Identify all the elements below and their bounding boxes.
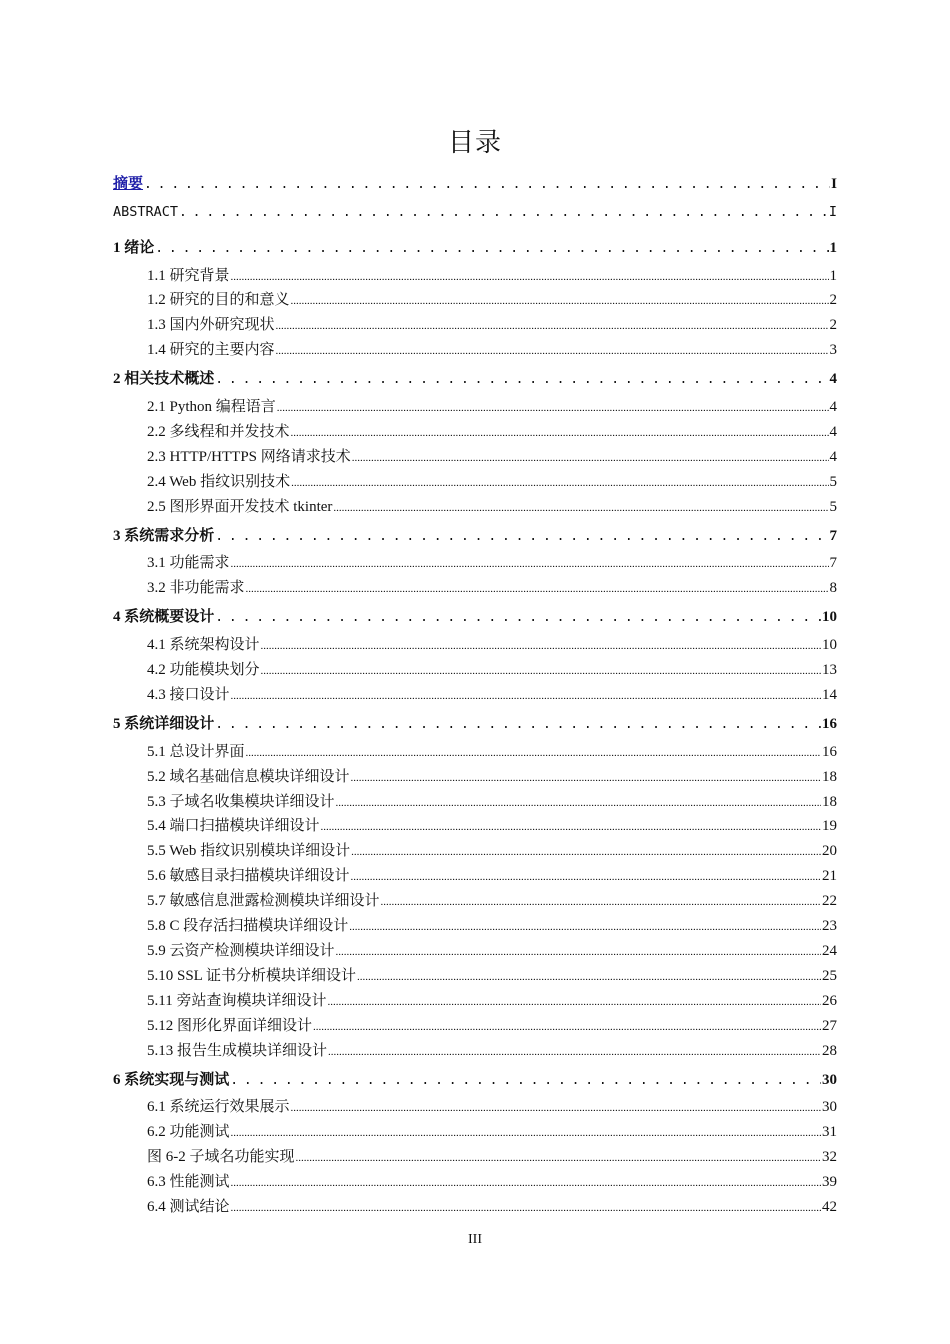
toc-page-number: 13	[822, 662, 837, 678]
toc-section-entry[interactable]	[147, 1170, 837, 1191]
page-title: 目录	[447, 128, 502, 158]
toc-dot-leader	[336, 943, 821, 960]
toc-page-number: 32	[822, 1149, 837, 1165]
toc-section-entry[interactable]	[147, 814, 837, 835]
toc-entry-label: 4.3 接口设计	[147, 687, 230, 703]
toc-page-number: 18	[822, 794, 837, 810]
toc-chapter-entry[interactable]	[113, 367, 837, 388]
toc-section-entry[interactable]	[147, 420, 837, 441]
toc-dot-leader	[277, 399, 829, 416]
toc-dot-leader	[215, 528, 828, 545]
toc-page-number: 27	[822, 1018, 837, 1034]
toc-section-entry[interactable]	[147, 964, 837, 985]
toc-section-entry[interactable]	[147, 765, 837, 786]
toc-entry-label: 3.1 功能需求	[147, 555, 230, 571]
toc-entry-label: 图 6-2 子域名功能实现	[147, 1149, 295, 1165]
toc-dot-leader	[155, 240, 828, 257]
toc-entry-label: 1.2 研究的目的和意义	[147, 292, 290, 308]
toc-entry-label: 5.2 域名基础信息模块详细设计	[147, 769, 350, 785]
toc-page-number: 10	[822, 637, 837, 653]
toc-section-entry[interactable]	[147, 889, 837, 910]
toc-section-entry[interactable]	[147, 264, 837, 285]
toc-entry-label: 5.6 敏感目录扫描模块详细设计	[147, 868, 350, 884]
toc-chapter-entry[interactable]	[113, 204, 837, 220]
toc-entry-label: 1 绪论	[113, 240, 155, 256]
toc-chapter-entry[interactable]	[113, 524, 837, 545]
toc-entry-label: 1.3 国内外研究现状	[147, 317, 275, 333]
toc-page-number: 24	[822, 943, 837, 959]
toc-section-entry[interactable]	[147, 551, 837, 572]
toc-dot-leader	[291, 1099, 821, 1116]
toc-dot-leader	[215, 716, 821, 733]
toc-page-number: 25	[822, 968, 837, 984]
toc-chapter-entry[interactable]	[113, 605, 837, 626]
toc-entry-label: 2.1 Python 编程语言	[147, 399, 276, 415]
toc-dot-leader	[357, 968, 821, 985]
toc-entry-label: 3 系统需求分析	[113, 528, 215, 544]
toc-entry-label: 6.3 性能测试	[147, 1174, 230, 1190]
toc-section-entry[interactable]	[147, 313, 837, 334]
toc-section-entry[interactable]	[147, 790, 837, 811]
toc-page-number: 5	[829, 499, 837, 515]
toc-chapter-entry[interactable]	[113, 1068, 837, 1089]
toc-section-entry[interactable]	[147, 495, 837, 516]
toc-page-number: 4	[829, 424, 837, 440]
toc-entry-label: 5.3 子域名收集模块详细设计	[147, 794, 335, 810]
toc-entry-label: 5.9 云资产检测模块详细设计	[147, 943, 335, 959]
toc-entry-label: 2.3 HTTP/HTTPS 网络请求技术	[147, 449, 351, 465]
toc-dot-leader	[231, 1174, 821, 1191]
toc-chapter-entry[interactable]	[113, 172, 837, 193]
toc-page-number: 30	[822, 1072, 837, 1088]
toc-dot-leader	[231, 1124, 821, 1141]
toc-entry-label: 2.2 多线程和并发技术	[147, 424, 290, 440]
toc-page-number: 31	[822, 1124, 837, 1140]
toc-section-entry[interactable]	[147, 864, 837, 885]
toc-dot-leader	[321, 818, 821, 835]
toc-section-entry[interactable]	[147, 633, 837, 654]
toc-section-entry[interactable]	[147, 445, 837, 466]
toc-entry-label: 4.1 系统架构设计	[147, 637, 260, 653]
toc-entry-label: 6 系统实现与测试	[113, 1072, 230, 1088]
toc-page-number: 23	[822, 918, 837, 934]
toc-page-number: 28	[822, 1043, 837, 1059]
toc-page-number: 39	[822, 1174, 837, 1190]
toc-dot-leader	[352, 449, 829, 466]
toc-section-entry[interactable]	[147, 576, 837, 597]
toc-page-number: I	[831, 176, 837, 192]
toc-dot-leader	[231, 1199, 821, 1216]
toc-entry-label: 5.1 总设计界面	[147, 744, 245, 760]
toc-entry-label: ABSTRACT	[113, 204, 179, 220]
toc-page-number: 4	[829, 371, 837, 387]
toc-section-entry[interactable]	[147, 658, 837, 679]
toc-section-entry[interactable]	[147, 1120, 837, 1141]
toc-section-entry[interactable]	[147, 839, 837, 860]
toc-entry-label: 5.4 端口扫描模块详细设计	[147, 818, 320, 834]
toc-section-entry[interactable]	[147, 1195, 837, 1216]
toc-page-number: 16	[822, 744, 837, 760]
toc-page-number: 2	[829, 317, 837, 333]
toc-section-entry[interactable]	[147, 1014, 837, 1035]
toc-page-number: 7	[829, 528, 837, 544]
toc-entry-label: 2 相关技术概述	[113, 371, 215, 387]
toc-entry-label: 6.4 测试结论	[147, 1199, 230, 1215]
toc-entry-label: 6.1 系统运行效果展示	[147, 1099, 290, 1115]
toc-dot-leader	[349, 918, 821, 935]
toc-section-entry[interactable]	[147, 683, 837, 704]
toc-dot-leader	[328, 1043, 821, 1060]
toc-page-number: 7	[829, 555, 837, 571]
toc-entry-label: 5.13 报告生成模块详细设计	[147, 1043, 328, 1059]
toc-section-entry[interactable]	[147, 939, 837, 960]
toc-entry-label: 2.4 Web 指纹识别技术	[147, 474, 291, 490]
toc-page-number: 8	[829, 580, 837, 596]
toc-entry-label: 6.2 功能测试	[147, 1124, 230, 1140]
toc-section-entry[interactable]	[147, 470, 837, 491]
toc-page-number: 5	[829, 474, 837, 490]
toc-page-number: 30	[822, 1099, 837, 1115]
toc-page-number: 2	[829, 292, 837, 308]
toc-dot-leader	[296, 1149, 822, 1166]
toc-page-number: 42	[822, 1199, 837, 1215]
toc-dot-leader	[231, 268, 829, 285]
toc-dot-leader	[231, 687, 821, 704]
toc-entry-label: 2.5 图形界面开发技术 tkinter	[147, 499, 333, 515]
toc-chapter-entry[interactable]	[113, 712, 837, 733]
toc-dot-leader	[261, 637, 821, 654]
toc-entry-label: 1.4 研究的主要内容	[147, 342, 275, 358]
toc-entry-label: 5.12 图形化界面详细设计	[147, 1018, 313, 1034]
toc-page-number: 3	[829, 342, 837, 358]
toc-entry-label: 5.10 SSL 证书分析模块详细设计	[147, 968, 357, 984]
toc-entry-label: 4 系统概要设计	[113, 609, 215, 625]
toc-page-number: 4	[829, 399, 837, 415]
toc-dot-leader	[351, 868, 821, 885]
toc-section-entry[interactable]	[147, 1039, 837, 1060]
toc-page-number: 20	[822, 843, 837, 859]
toc-page-number: 22	[822, 893, 837, 909]
toc-section-entry[interactable]	[147, 740, 837, 761]
toc-dot-leader	[276, 342, 829, 359]
toc-dot-leader	[261, 662, 821, 679]
toc-entry-label: 5.7 敏感信息泄露检测模块详细设计	[147, 893, 380, 909]
toc-page-number: 18	[822, 769, 837, 785]
toc-page-number: 16	[822, 716, 837, 732]
toc-dot-leader	[336, 794, 821, 811]
toc-dot-leader	[215, 609, 821, 626]
toc-section-entry[interactable]	[147, 395, 837, 416]
toc-dot-leader	[351, 843, 821, 860]
toc-section-entry[interactable]	[147, 338, 837, 359]
toc-entry-label: 5.5 Web 指纹识别模块详细设计	[147, 843, 351, 859]
toc-dot-leader	[333, 499, 828, 516]
toc-page-number: 26	[822, 993, 837, 1009]
toc-dot-leader	[246, 744, 821, 761]
toc-entry-label: 5.11 旁站查询模块详细设计	[147, 993, 327, 1009]
toc-dot-leader	[291, 424, 829, 441]
toc-section-entry[interactable]	[147, 1095, 837, 1116]
toc-dot-leader	[327, 993, 821, 1010]
toc-section-entry[interactable]	[147, 914, 837, 935]
toc-dot-leader	[351, 769, 821, 786]
toc-entry-label: 1.1 研究背景	[147, 268, 230, 284]
toc-page-number: 19	[822, 818, 837, 834]
page-number-footer: III	[468, 1232, 482, 1247]
toc-page-number: 1	[829, 268, 837, 284]
toc-page-number: 4	[829, 449, 837, 465]
toc-dot-leader	[230, 1072, 821, 1089]
toc-dot-leader	[291, 292, 829, 309]
toc-dot-leader	[313, 1018, 821, 1035]
toc-chapter-entry[interactable]	[113, 236, 837, 257]
toc-page-number: 14	[822, 687, 837, 703]
toc-page-number: 10	[822, 609, 837, 625]
toc-dot-leader	[144, 176, 830, 193]
toc-section-entry[interactable]	[147, 288, 837, 309]
toc-page-number: 21	[822, 868, 837, 884]
toc-section-entry[interactable]	[147, 1145, 837, 1166]
toc-entry-label[interactable]: 摘要	[113, 176, 144, 192]
toc-page-number: I	[828, 204, 837, 220]
toc-dot-leader	[276, 317, 829, 334]
toc-entry-label: 5 系统详细设计	[113, 716, 215, 732]
toc-section-entry[interactable]	[147, 989, 837, 1010]
toc-dot-leader	[179, 204, 828, 220]
toc-dot-leader	[246, 580, 829, 597]
toc-entry-label: 5.8 C 段存活扫描模块详细设计	[147, 918, 349, 934]
toc-entry-label: 3.2 非功能需求	[147, 580, 245, 596]
toc-page-number: 1	[829, 240, 837, 256]
toc-dot-leader	[291, 474, 828, 491]
toc-dot-leader	[381, 893, 821, 910]
toc-dot-leader	[231, 555, 829, 572]
toc-entry-label: 4.2 功能模块划分	[147, 662, 260, 678]
toc-dot-leader	[215, 371, 828, 388]
